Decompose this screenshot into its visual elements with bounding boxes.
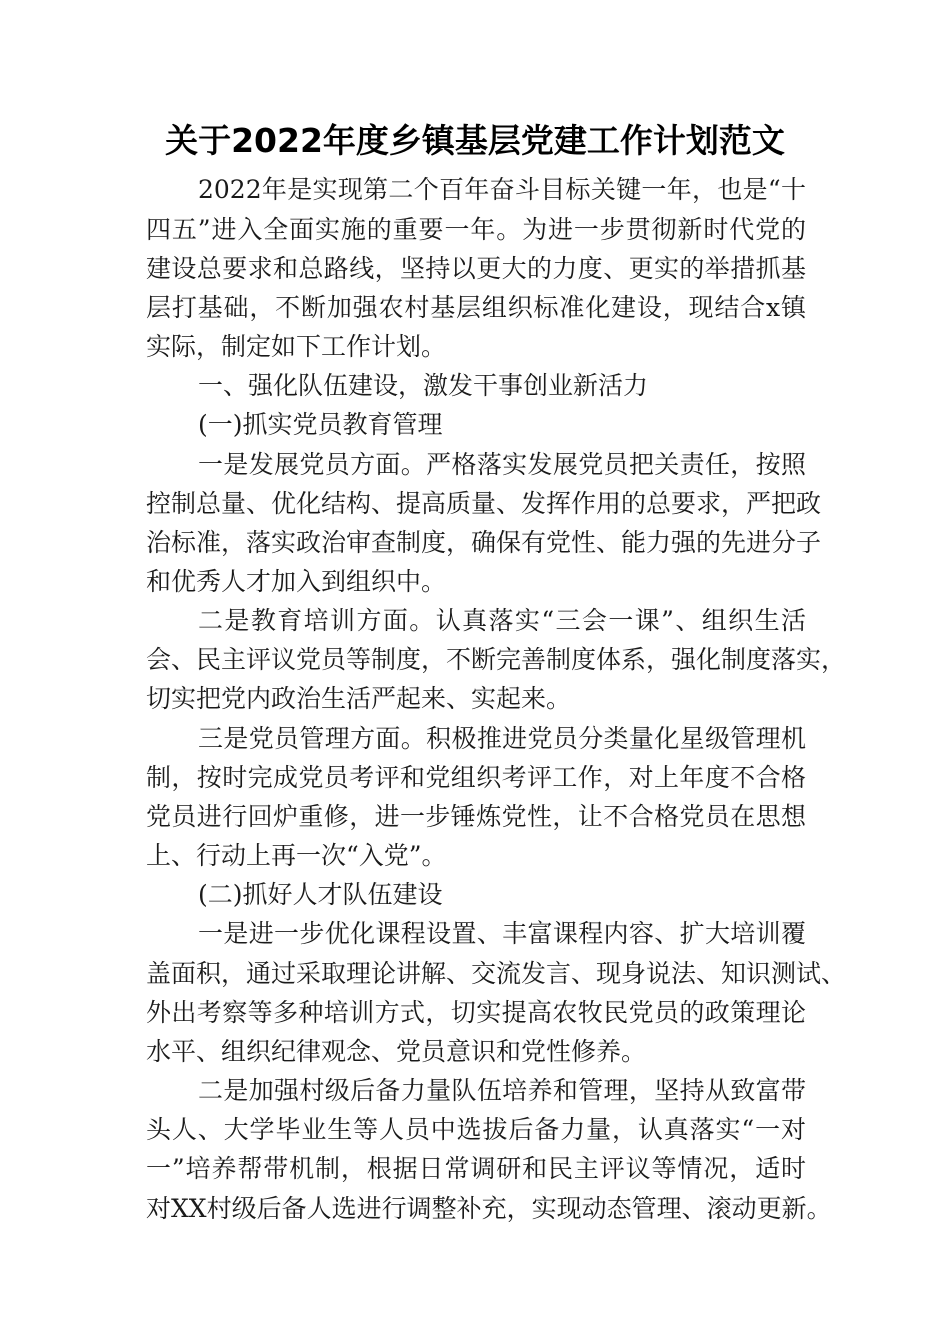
text-line: 一是发展党员方面。严格落实发展党员把关责任，按照 — [198, 450, 806, 479]
text-line: 控制总量、优化结构、提高质量、发挥作用的总要求，严把政 — [146, 489, 822, 518]
text-line: 三是党员管理方面。积极推进党员分类量化星级管理机 — [198, 724, 806, 753]
text-line: 层打基础，不断加强农村基层组织标准化建设，现结合x镇 — [146, 293, 806, 322]
text-line: 盖面积，通过采取理论讲解、交流发言、现身说法、知识测试、 — [146, 959, 847, 988]
text-line: 建设总要求和总路线，坚持以更大的力度、更实的举措抓基 — [146, 254, 806, 283]
text-line: 会、民主评议党员等制度，不断完善制度体系，强化制度落实， — [146, 645, 847, 674]
text-line: 一”培养帮带机制，根据日常调研和民主评议等情况，适时 — [146, 1154, 806, 1183]
text-line: 头人、大学毕业生等人员中选拔后备力量，认真落实“一对 — [146, 1115, 806, 1144]
text-line: 切实把党内政治生活严起来、实起来。 — [146, 684, 572, 713]
text-line: 水平、组织纪律观念、党员意识和党性修养。 — [146, 1037, 647, 1066]
document-title: 关于2022年度乡镇基层党建工作计划范文 — [165, 121, 785, 160]
text-line: 二是教育培训方面。认真落实“三会一课”、组织生活 — [198, 606, 806, 635]
section-heading: 一、强化队伍建设，激发干事创业新活力 — [198, 371, 649, 400]
text-line: 上、行动上再一次“入党”。 — [146, 841, 447, 870]
text-line: 外出考察等多种培训方式，切实提高农牧民党员的政策理论 — [146, 998, 806, 1027]
text-line: 四五”进入全面实施的重要一年。为进一步贯彻新时代党的 — [146, 215, 806, 244]
text-line: 制，按时完成党员考评和党组织考评工作，对上年度不合格 — [146, 763, 806, 792]
text-line: 实际，制定如下工作计划。 — [146, 332, 447, 361]
text-line: 治标准，落实政治审查制度，确保有党性、能力强的先进分子 — [146, 528, 822, 557]
text-line: 和优秀人才加入到组织中。 — [146, 567, 447, 596]
text-line: 2022年是实现第二个百年奋斗目标关键一年，也是“十 — [198, 175, 806, 204]
subsection-heading: (一)抓实党员教育管理 — [198, 410, 443, 439]
text-line: 一是进一步优化课程设置、丰富课程内容、扩大培训覆 — [198, 919, 806, 948]
text-line: 对XX村级后备人选进行调整补充，实现动态管理、滚动更新。 — [146, 1194, 832, 1223]
subsection-heading: (二)抓好人才队伍建设 — [198, 880, 443, 909]
text-line: 党员进行回炉重修，进一步锤炼党性，让不合格党员在思想 — [146, 802, 806, 831]
text-line: 二是加强村级后备力量队伍培养和管理，坚持从致富带 — [198, 1076, 806, 1105]
